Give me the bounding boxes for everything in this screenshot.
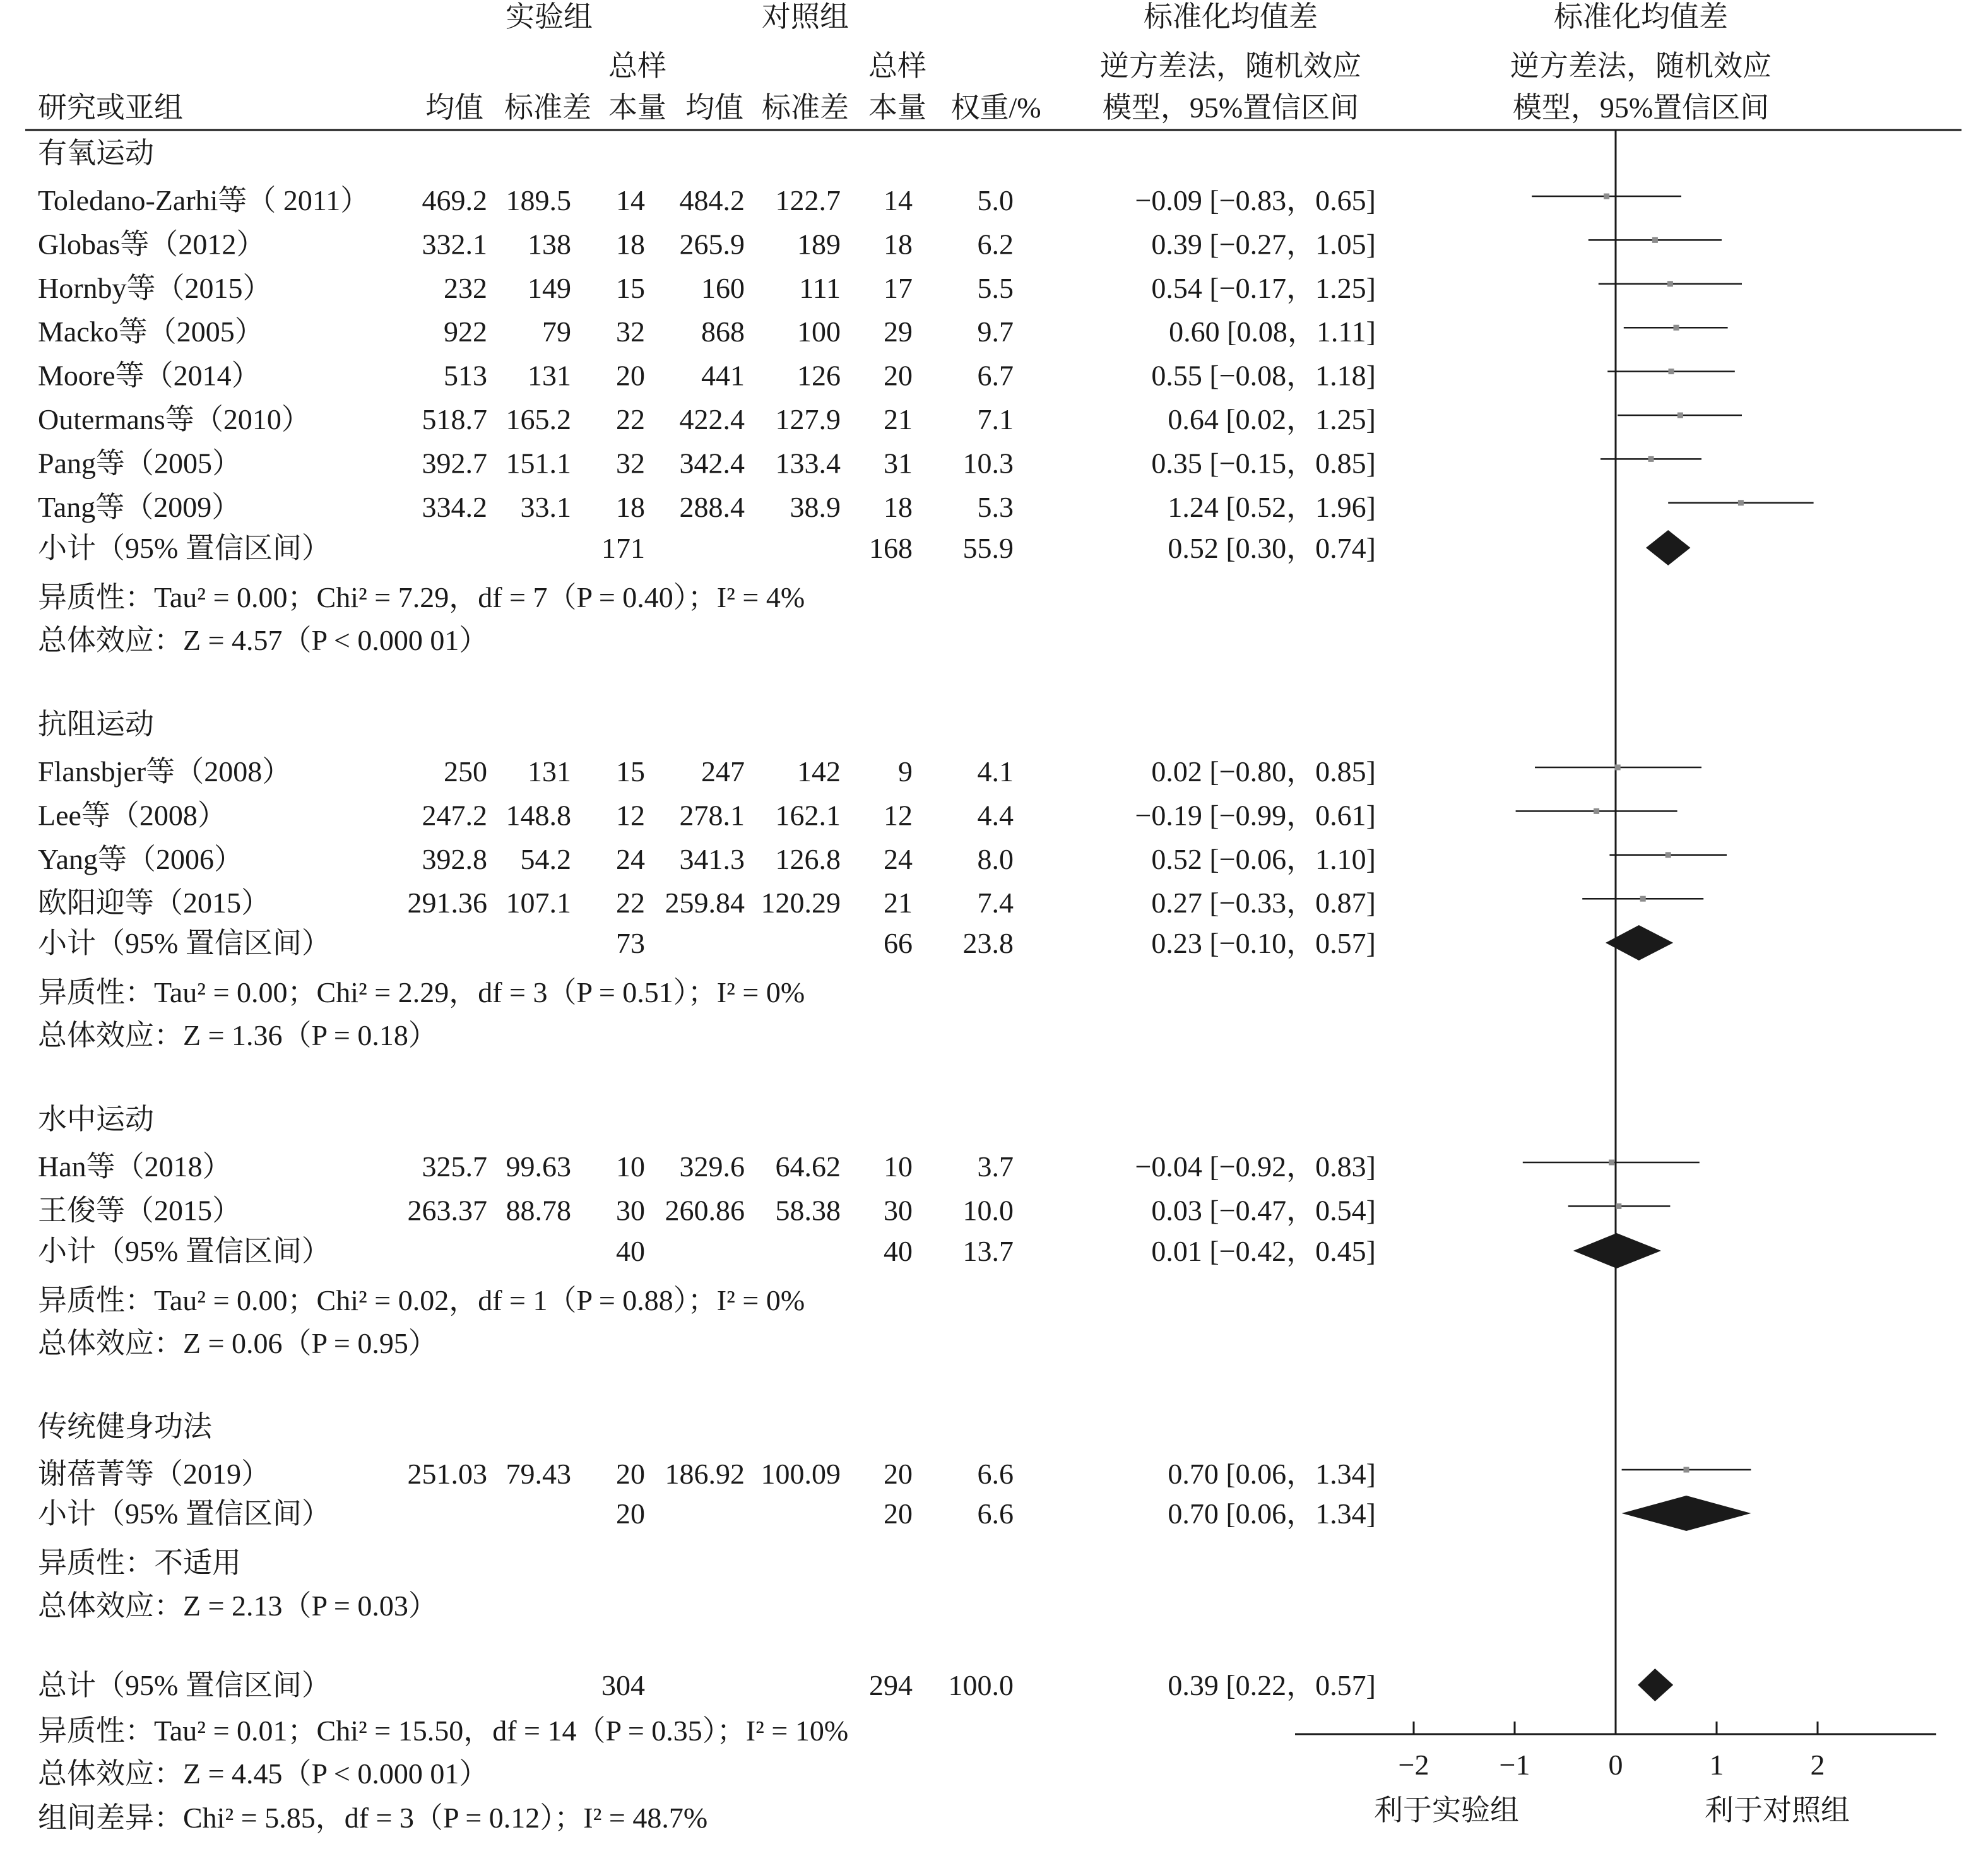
ctrl-n: 31 [884,447,913,480]
heterogeneity-text: 异质性：Tau² = 0.00；Chi² = 0.02，df = 1（P = 0.88）；I² = 0% [38,1284,805,1316]
subtotal-exp-n: 40 [616,1235,645,1267]
subtotal-ctrl-n: 40 [884,1235,913,1267]
header-effect-plot: 标准化均值差 [1554,1,1728,33]
ctrl-n: 18 [884,228,913,261]
exp-n: 22 [616,887,645,919]
header-sd1: 标准差 [504,92,591,124]
header-n2-bot: 本量 [868,92,926,124]
subtotal-smd-ci: 0.70 [0.06，1.34] [1168,1498,1376,1530]
ctrl-sd: 64.62 [775,1150,841,1183]
exp-sd: 138 [528,228,571,261]
subgroup-difference-text: 组间差异：Chi² = 5.85，df = 3（P = 0.12）；I² = 48.7% [38,1802,708,1834]
header-n1-top: 总样 [608,50,666,82]
exp-n: 20 [616,359,645,392]
study-point-estimate [1648,456,1654,462]
total-label: 总计（95% 置信区间） [38,1669,331,1701]
table-row [38,1458,1376,1490]
exp-n: 15 [616,755,645,788]
smd-ci: 0.52 [−0.06，1.10] [1151,842,1376,875]
ctrl-sd: 126 [797,359,841,392]
smd-ci: 0.02 [−0.80，0.85] [1151,755,1376,788]
table-row [38,447,1376,479]
header-weight: 权重/% [950,92,1041,124]
header-method-line1: 逆方差法，随机效应 [1100,50,1361,82]
study-point-estimate [1652,237,1658,243]
table-row [38,403,1376,435]
table-row [38,1150,1376,1183]
x-label-right: 利于对照组 [1705,1794,1850,1826]
ctrl-sd: 162.1 [775,799,841,832]
subtotal-smd-ci: 0.23 [−0.10，0.57] [1151,927,1376,959]
exp-mean: 922 [444,316,487,348]
exp-n: 30 [616,1194,645,1227]
exp-sd: 99.63 [506,1150,571,1183]
header-plot-method-line1: 逆方差法，随机效应 [1510,50,1772,82]
study-point-estimate [1609,1160,1614,1166]
weight: 6.7 [977,359,1014,392]
exp-sd: 151.1 [506,447,571,480]
header-effect-table: 标准化均值差 [1144,1,1318,33]
subtotal-weight: 55.9 [962,532,1014,564]
exp-sd: 148.8 [506,799,571,832]
ctrl-mean: 288.4 [679,490,745,523]
total-ctrl-n: 294 [869,1669,913,1701]
ctrl-sd: 126.8 [775,842,841,875]
study-name: Flansbjer等（2008） [38,755,292,788]
smd-ci: 0.55 [−0.08，1.18] [1151,359,1376,392]
total-diamond [1638,1669,1673,1701]
subtotal-ctrl-n: 168 [869,532,913,564]
study-point-estimate [1640,896,1646,902]
table-row [38,272,1376,304]
subtotal-label: 小计（95% 置信区间） [38,927,331,959]
exp-mean: 513 [444,359,487,392]
study-name: Globas等（2012） [38,228,266,261]
weight: 7.1 [977,403,1014,435]
header-plot-method-line2: 模型，95%置信区间 [1512,92,1770,124]
header-group1: 实验组 [506,1,593,33]
header-sd2: 标准差 [762,92,849,124]
x-label-left: 利于实验组 [1374,1794,1519,1826]
ctrl-mean: 341.3 [679,842,745,875]
table-row [38,755,1376,788]
table-row [38,799,1376,831]
ctrl-mean: 259.84 [665,887,745,919]
exp-sd: 79.43 [506,1458,571,1490]
total-exp-n: 304 [601,1669,645,1701]
heterogeneity-text: 异质性：不适用 [38,1547,241,1579]
ctrl-mean: 868 [701,316,745,348]
exp-sd: 79 [542,316,571,348]
study-point-estimate [1604,194,1609,199]
study-name: Outermans等（2010） [38,403,311,435]
table-rows [38,137,1376,1834]
subtotal-weight: 23.8 [962,927,1014,959]
study-name: Tang等（2009） [38,490,241,523]
subtotal-row [38,1235,1376,1267]
exp-n: 20 [616,1458,645,1490]
exp-mean: 250 [444,755,487,788]
exp-n: 12 [616,799,645,832]
exp-mean: 232 [444,271,487,304]
smd-ci: 0.60 [0.08，1.11] [1169,316,1376,348]
table-row [38,1194,1376,1226]
smd-ci: −0.19 [−0.99，0.61] [1135,799,1376,832]
study-point-estimate [1738,500,1744,505]
weight: 5.3 [977,490,1014,523]
ctrl-mean: 247 [701,755,745,788]
ctrl-n: 29 [884,316,913,348]
subtotal-ctrl-n: 66 [884,927,913,959]
subgroup-title: 抗阻运动 [38,708,154,740]
table-row [38,228,1376,260]
exp-sd: 165.2 [506,403,571,435]
ctrl-mean: 186.92 [665,1458,745,1490]
subtotal-smd-ci: 0.01 [−0.42，0.45] [1151,1235,1376,1267]
ctrl-sd: 58.38 [775,1194,841,1227]
study-name: Moore等（2014） [38,359,261,392]
smd-ci: 0.27 [−0.33，0.87] [1151,887,1376,919]
exp-sd: 88.78 [506,1194,571,1227]
study-point-estimate [1669,369,1674,374]
x-axis-ticks [1399,1722,1825,1781]
study-point-estimate [1615,765,1621,771]
exp-n: 32 [616,316,645,348]
exp-sd: 189.5 [506,184,571,216]
weight: 3.7 [977,1150,1014,1183]
total-overall-effect-text: 总体效应：Z = 4.45（P < 0.000 01） [38,1757,488,1790]
exp-n: 18 [616,490,645,523]
exp-sd: 107.1 [506,887,571,919]
ctrl-sd: 120.29 [760,887,841,919]
study-point-estimate [1677,413,1683,418]
subgroup-title: 有氧运动 [38,137,154,169]
subgroup-title: 传统健身功法 [38,1410,212,1443]
smd-ci: −0.04 [−0.92，0.83] [1135,1150,1376,1183]
total-heterogeneity-text: 异质性：Tau² = 0.01；Chi² = 15.50，df = 14（P = 0.35）；I² = 10% [38,1715,849,1747]
header-group2: 对照组 [762,1,849,33]
ctrl-n: 14 [884,184,913,216]
ctrl-n: 24 [884,842,913,875]
study-point-estimate [1684,1467,1689,1473]
smd-ci: 0.35 [−0.15，0.85] [1151,447,1376,480]
total-row [38,1669,1376,1701]
ctrl-mean: 441 [701,359,745,392]
header-mean1: 均值 [425,92,483,124]
study-name: Yang等（2006） [38,842,244,875]
study-name: Lee等（2008） [38,799,227,832]
heterogeneity-text: 异质性：Tau² = 0.00；Chi² = 7.29，df = 7（P = 0.40）；I² = 4% [38,581,805,613]
ctrl-sd: 122.7 [775,184,841,216]
exp-mean: 518.7 [422,403,487,435]
study-point-estimate [1666,852,1671,858]
exp-n: 32 [616,447,645,480]
study-name: Toledano-Zarhi等（ 2011） [38,184,370,216]
exp-mean: 263.37 [407,1194,487,1227]
study-name: Han等（2018） [38,1150,232,1183]
smd-ci: 0.64 [0.02，1.25] [1168,403,1376,435]
weight: 4.4 [977,799,1014,832]
smd-ci: 0.03 [−0.47，0.54] [1151,1194,1376,1227]
exp-sd: 33.1 [520,490,571,523]
weight: 7.4 [977,887,1014,919]
overall-effect-text: 总体效应：Z = 2.13（P = 0.03） [38,1590,437,1622]
smd-ci: 0.39 [−0.27，1.05] [1151,228,1376,261]
exp-mean: 291.36 [407,887,487,919]
x-tick-label: 2 [1810,1749,1825,1781]
smd-ci: 1.24 [0.52，1.96] [1168,490,1376,523]
weight: 10.0 [962,1194,1014,1227]
ctrl-n: 21 [884,403,913,435]
exp-sd: 54.2 [520,842,571,875]
ctrl-n: 20 [884,1458,913,1490]
header-n2-top: 总样 [868,50,926,82]
exp-n: 18 [616,228,645,261]
table-row [38,360,1376,392]
weight: 5.5 [977,271,1014,304]
exp-mean: 325.7 [422,1150,487,1183]
weight: 5.0 [977,184,1014,216]
subtotal-exp-n: 20 [616,1498,645,1530]
exp-n: 22 [616,403,645,435]
weight: 6.2 [977,228,1014,261]
ctrl-n: 12 [884,799,913,832]
exp-mean: 392.8 [422,842,487,875]
weight: 10.3 [962,447,1014,480]
exp-mean: 247.2 [422,799,487,832]
subtotal-label: 小计（95% 置信区间） [38,532,331,564]
header-method-line2: 模型，95%置信区间 [1102,92,1359,124]
study-point-estimate [1594,808,1599,814]
total-weight: 100.0 [948,1669,1014,1701]
ctrl-sd: 100.09 [760,1458,841,1490]
study-point-estimate [1674,325,1679,331]
table-row [38,887,1376,919]
subtotal-weight: 6.6 [977,1498,1014,1530]
total-smd-ci: 0.39 [0.22，0.57] [1168,1669,1376,1701]
study-point-estimate [1667,281,1673,287]
exp-sd: 131 [528,755,571,788]
ctrl-n: 17 [884,271,913,304]
ctrl-n: 9 [898,755,913,788]
ctrl-mean: 484.2 [679,184,745,216]
ctrl-sd: 142 [797,755,841,788]
exp-mean: 469.2 [422,184,487,216]
subtotal-diamond [1573,1233,1661,1268]
subtotal-exp-n: 73 [616,927,645,959]
exp-mean: 334.2 [422,490,487,523]
ctrl-sd: 127.9 [775,403,841,435]
ctrl-sd: 111 [799,271,841,304]
subtotal-row [38,927,1376,959]
study-point-estimate [1616,1203,1621,1209]
ctrl-sd: 100 [797,316,841,348]
exp-n: 24 [616,842,645,875]
heterogeneity-text: 异质性：Tau² = 0.00；Chi² = 2.29，df = 3（P = 0.51）；I² = 0% [38,976,805,1008]
x-tick-label: 0 [1608,1749,1623,1781]
smd-ci: −0.09 [−0.83，0.65] [1135,184,1376,216]
smd-ci: 0.54 [−0.17，1.25] [1151,271,1376,304]
exp-sd: 149 [528,271,571,304]
exp-n: 10 [616,1150,645,1183]
header-mean2: 均值 [685,92,743,124]
ctrl-sd: 38.9 [790,490,841,523]
ctrl-sd: 133.4 [775,447,841,480]
subtotal-label: 小计（95% 置信区间） [38,1498,331,1530]
header-study: 研究或亚组 [38,92,183,124]
subtotal-row [38,1498,1376,1530]
ctrl-mean: 278.1 [679,799,745,832]
exp-sd: 131 [528,359,571,392]
weight: 9.7 [977,316,1014,348]
table-row [38,316,1376,348]
forest-marks [1516,194,1814,1702]
ctrl-mean: 265.9 [679,228,745,261]
subtotal-ctrl-n: 20 [884,1498,913,1530]
subtotal-weight: 13.7 [962,1235,1014,1267]
study-name: Pang等（2005） [38,447,241,480]
x-tick-label: −2 [1398,1749,1429,1781]
exp-mean: 332.1 [422,228,487,261]
subtotal-diamond [1646,530,1690,565]
ctrl-n: 10 [884,1150,913,1183]
ctrl-mean: 422.4 [679,403,745,435]
subtotal-smd-ci: 0.52 [0.30，0.74] [1168,532,1376,564]
ctrl-mean: 329.6 [679,1150,745,1183]
study-name: 谢蓓菁等（2019） [38,1458,270,1490]
ctrl-mean: 260.86 [665,1194,745,1227]
ctrl-n: 30 [884,1194,913,1227]
exp-n: 14 [616,184,645,216]
study-name: 王俊等（2015） [38,1194,241,1227]
table-row [38,491,1376,523]
table-row [38,184,1376,216]
x-tick-label: 1 [1709,1749,1724,1781]
subgroup-title: 水中运动 [38,1103,154,1135]
exp-n: 15 [616,271,645,304]
study-name: Macko等（2005） [38,316,264,348]
smd-ci: 0.70 [0.06，1.34] [1168,1458,1376,1490]
weight: 6.6 [977,1458,1014,1490]
overall-effect-text: 总体效应：Z = 0.06（P = 0.95） [38,1327,437,1359]
ctrl-n: 21 [884,887,913,919]
exp-mean: 251.03 [407,1458,487,1490]
x-tick-label: −1 [1499,1749,1530,1781]
overall-effect-text: 总体效应：Z = 1.36（P = 0.18） [38,1019,437,1051]
ctrl-mean: 342.4 [679,447,745,480]
subtotal-row [38,532,1376,564]
exp-mean: 392.7 [422,447,487,480]
ctrl-n: 18 [884,490,913,523]
subtotal-diamond [1622,1496,1751,1531]
weight: 8.0 [977,842,1014,875]
overall-effect-text: 总体效应：Z = 4.57（P < 0.000 01） [38,624,488,656]
study-name: 欧阳迎等（2015） [38,887,270,919]
ctrl-n: 20 [884,359,913,392]
weight: 4.1 [977,755,1014,788]
ctrl-mean: 160 [701,271,745,304]
subtotal-exp-n: 171 [601,532,645,564]
ctrl-sd: 189 [797,228,841,261]
subtotal-label: 小计（95% 置信区间） [38,1235,331,1267]
study-name: Hornby等（2015） [38,271,272,304]
header-n1-bot: 本量 [608,92,666,124]
table-row [38,843,1376,875]
